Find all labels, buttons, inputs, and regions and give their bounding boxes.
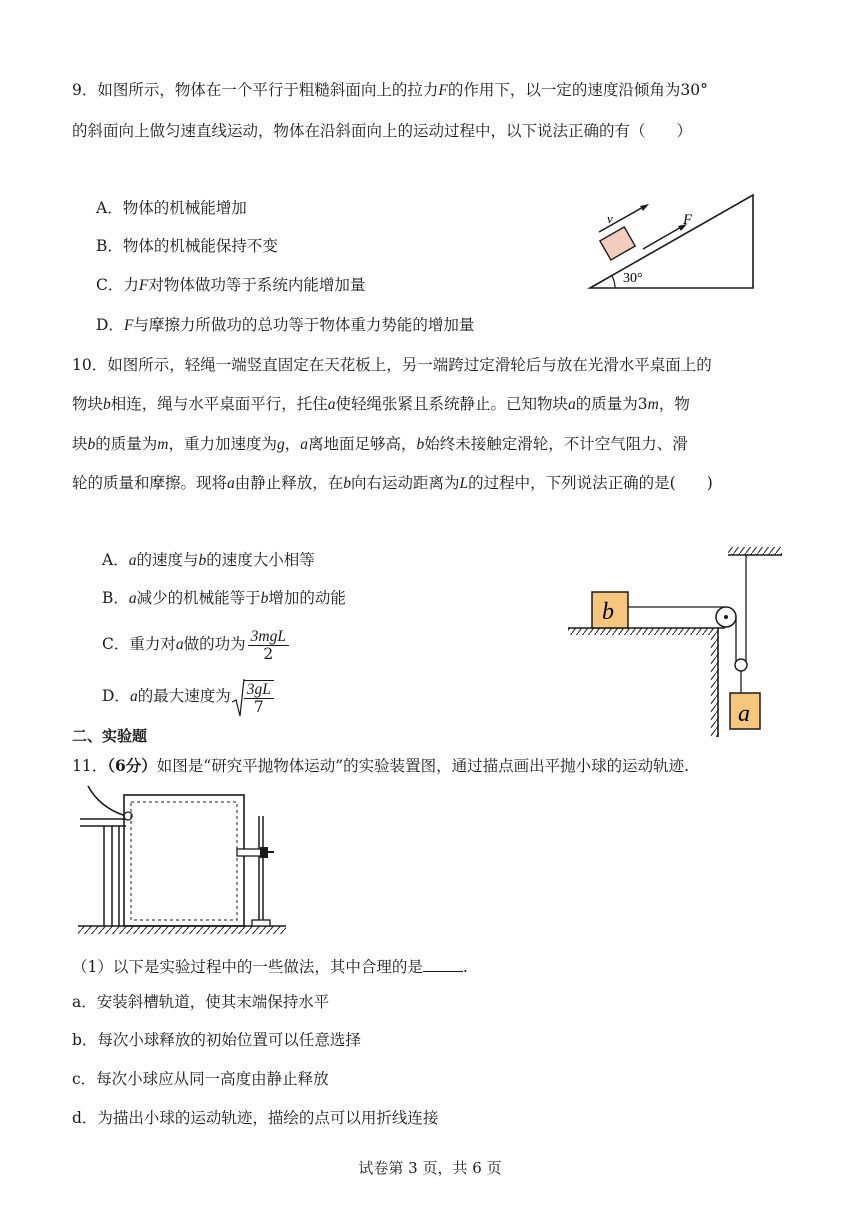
var-F: F — [138, 277, 149, 294]
q10-text: 向右运动距离为 — [351, 474, 460, 492]
fraction-numerator: 3mgL — [248, 628, 289, 646]
var-a: a — [327, 396, 336, 413]
q10-text: 的速度与 — [136, 551, 199, 569]
clamp-screw — [260, 847, 268, 858]
q9-text: C．力 — [96, 276, 139, 294]
var-b: b — [87, 436, 96, 453]
q11-option-b: b．每次小球释放的初始位置可以任意选择 — [72, 1031, 361, 1049]
q10-text: 相连，绳与水平桌面平行，托住 — [110, 395, 328, 413]
q10-text: 块 — [72, 435, 88, 453]
q9-line2: 的斜面向上做匀速直线运动，物体在沿斜面向上的运动过程中，以下说法正确的有（ ） — [72, 122, 693, 140]
q10-text: 增加的动能 — [268, 589, 346, 607]
var-a: a — [300, 436, 309, 453]
var-F: F — [123, 317, 134, 334]
q10-text: 使轻绳张紧且系统静止。已知物块 — [335, 395, 569, 413]
q10-text: ，重力加速度为 — [168, 435, 277, 453]
q10-line3 — [72, 434, 688, 455]
apparatus-figure — [74, 786, 289, 938]
q11-sub1-end: . — [462, 958, 468, 976]
paper-outline — [131, 802, 237, 920]
work-fraction — [248, 628, 289, 663]
q11-heading — [72, 756, 689, 776]
q10-option-a — [102, 550, 315, 571]
q11-score: （6分） — [107, 756, 157, 775]
angle-arc — [612, 276, 615, 288]
movable-pulley — [735, 659, 747, 671]
sqrt-expression — [231, 675, 276, 719]
q10-text: B． — [102, 589, 129, 607]
q10-text: 的质量为3 — [575, 395, 648, 413]
q9-line1 — [72, 80, 708, 101]
q9-text: 与摩擦力所做功的总功等于物体重力势能的增加量 — [133, 316, 475, 334]
answer-blank[interactable] — [423, 955, 463, 972]
q10-text: 离地面足够高， — [308, 435, 417, 453]
fixed-pulley-axle — [724, 615, 728, 619]
q10-line4 — [72, 473, 713, 494]
q11-option-c: c．每次小球应从同一高度由静止释放 — [72, 1070, 329, 1088]
q11-number: 11． — [72, 757, 108, 775]
q10-text: 做的功为 — [183, 635, 246, 653]
q9-text: D． — [96, 316, 124, 334]
q11-text: 如图是“研究平抛物体运动”的实验装置图，通过描点画出平抛小球的运动轨迹. — [156, 757, 690, 775]
chute-track — [88, 786, 126, 816]
var-m: m — [157, 436, 169, 453]
q11-option-a: a．安装斜槽轨道，使其末端保持水平 — [72, 993, 330, 1011]
block-a-label: a — [738, 701, 750, 727]
var-a: a — [568, 396, 576, 413]
var-a: a — [129, 688, 138, 705]
q9-text: 的作用下，以一定的速度沿倾角为30° — [447, 81, 708, 99]
q10-option-b — [102, 588, 346, 609]
q10-option-c — [102, 624, 291, 664]
angle-label: 30° — [623, 271, 643, 286]
q9-option-c — [96, 275, 365, 296]
q10-text: D． — [102, 687, 130, 705]
force-label: F — [683, 212, 693, 228]
var-b: b — [198, 552, 207, 569]
q10-line1: 10．如图所示，轻绳一端竖直固定在天花板上，另一端跨过定滑轮后与放在光滑水平桌面上的 — [72, 356, 712, 374]
var-b: b — [343, 475, 352, 492]
section-title: 二、实验题 — [72, 727, 148, 745]
q11-sub1-text: （1）以下是实验过程中的一些做法，其中合理的是 — [72, 958, 423, 976]
fraction-denominator: 2 — [263, 644, 274, 663]
block-b-label: b — [602, 599, 614, 625]
var-b: b — [103, 396, 111, 413]
velocity-fraction — [244, 680, 274, 716]
var-m: m — [647, 396, 659, 413]
q10-text: 由静止释放，在 — [234, 474, 344, 492]
stand-base — [252, 920, 270, 926]
q10-text: 减少的机械能等于 — [136, 589, 261, 607]
q9-text: 9．如图所示，物体在一个平行于粗糙斜面向上的拉力 — [72, 81, 439, 99]
q10-option-d — [102, 674, 276, 718]
q9-option-b: B．物体的机械能保持不变 — [96, 237, 278, 255]
q10-text: ， — [284, 435, 301, 453]
ceiling-hatch — [728, 547, 782, 555]
var-F: F — [438, 82, 448, 99]
q10-line2 — [72, 394, 690, 415]
q10-text: 的速度大小相等 — [206, 551, 315, 569]
fraction-numerator: 3gL — [244, 681, 274, 699]
q9-option-d — [96, 315, 474, 336]
q10-text: 轮的质量和摩擦。现将 — [72, 474, 228, 492]
var-a: a — [128, 552, 137, 569]
var-a: a — [227, 475, 235, 492]
velocity-arrowhead — [640, 204, 649, 211]
page-footer: 试卷第 3 页，共 6 页 — [358, 1159, 502, 1177]
q10-text: 的最大速度为 — [137, 687, 231, 705]
table-side-hatch — [711, 635, 718, 737]
var-b: b — [260, 590, 269, 607]
var-a: a — [128, 590, 137, 607]
sqrt-sign — [231, 678, 245, 718]
q10-text: 始终未接触定滑轮，不计空气阻力、滑 — [424, 435, 688, 453]
fraction-denominator: 7 — [253, 698, 264, 716]
q10-text: 物块 — [72, 395, 104, 413]
q10-text: ，物 — [658, 395, 690, 413]
q9-text: 对物体做功等于系统内能增加量 — [148, 276, 366, 294]
incline-figure — [585, 190, 760, 295]
q10-text: 的过程中，下列说法正确的是( ) — [468, 474, 713, 492]
q10-text: A． — [102, 551, 129, 569]
var-b: b — [416, 436, 425, 453]
slope-block — [600, 227, 635, 260]
table-hatch — [568, 628, 718, 635]
floor-hatch — [78, 926, 286, 934]
q10-text: 的质量为 — [95, 435, 158, 453]
q9-option-a: A．物体的机械能增加 — [96, 199, 247, 217]
pulley-figure — [560, 545, 790, 740]
q11-option-d: d．为描出小球的运动轨迹，描绘的点可以用折线连接 — [72, 1109, 439, 1127]
var-L: L — [459, 475, 469, 492]
q11-sub1 — [72, 955, 468, 977]
q10-text: C．重力对 — [102, 635, 176, 653]
var-g: g — [277, 436, 285, 453]
var-a: a — [175, 636, 184, 653]
velocity-label: v — [607, 211, 613, 226]
board-frame — [124, 795, 244, 926]
